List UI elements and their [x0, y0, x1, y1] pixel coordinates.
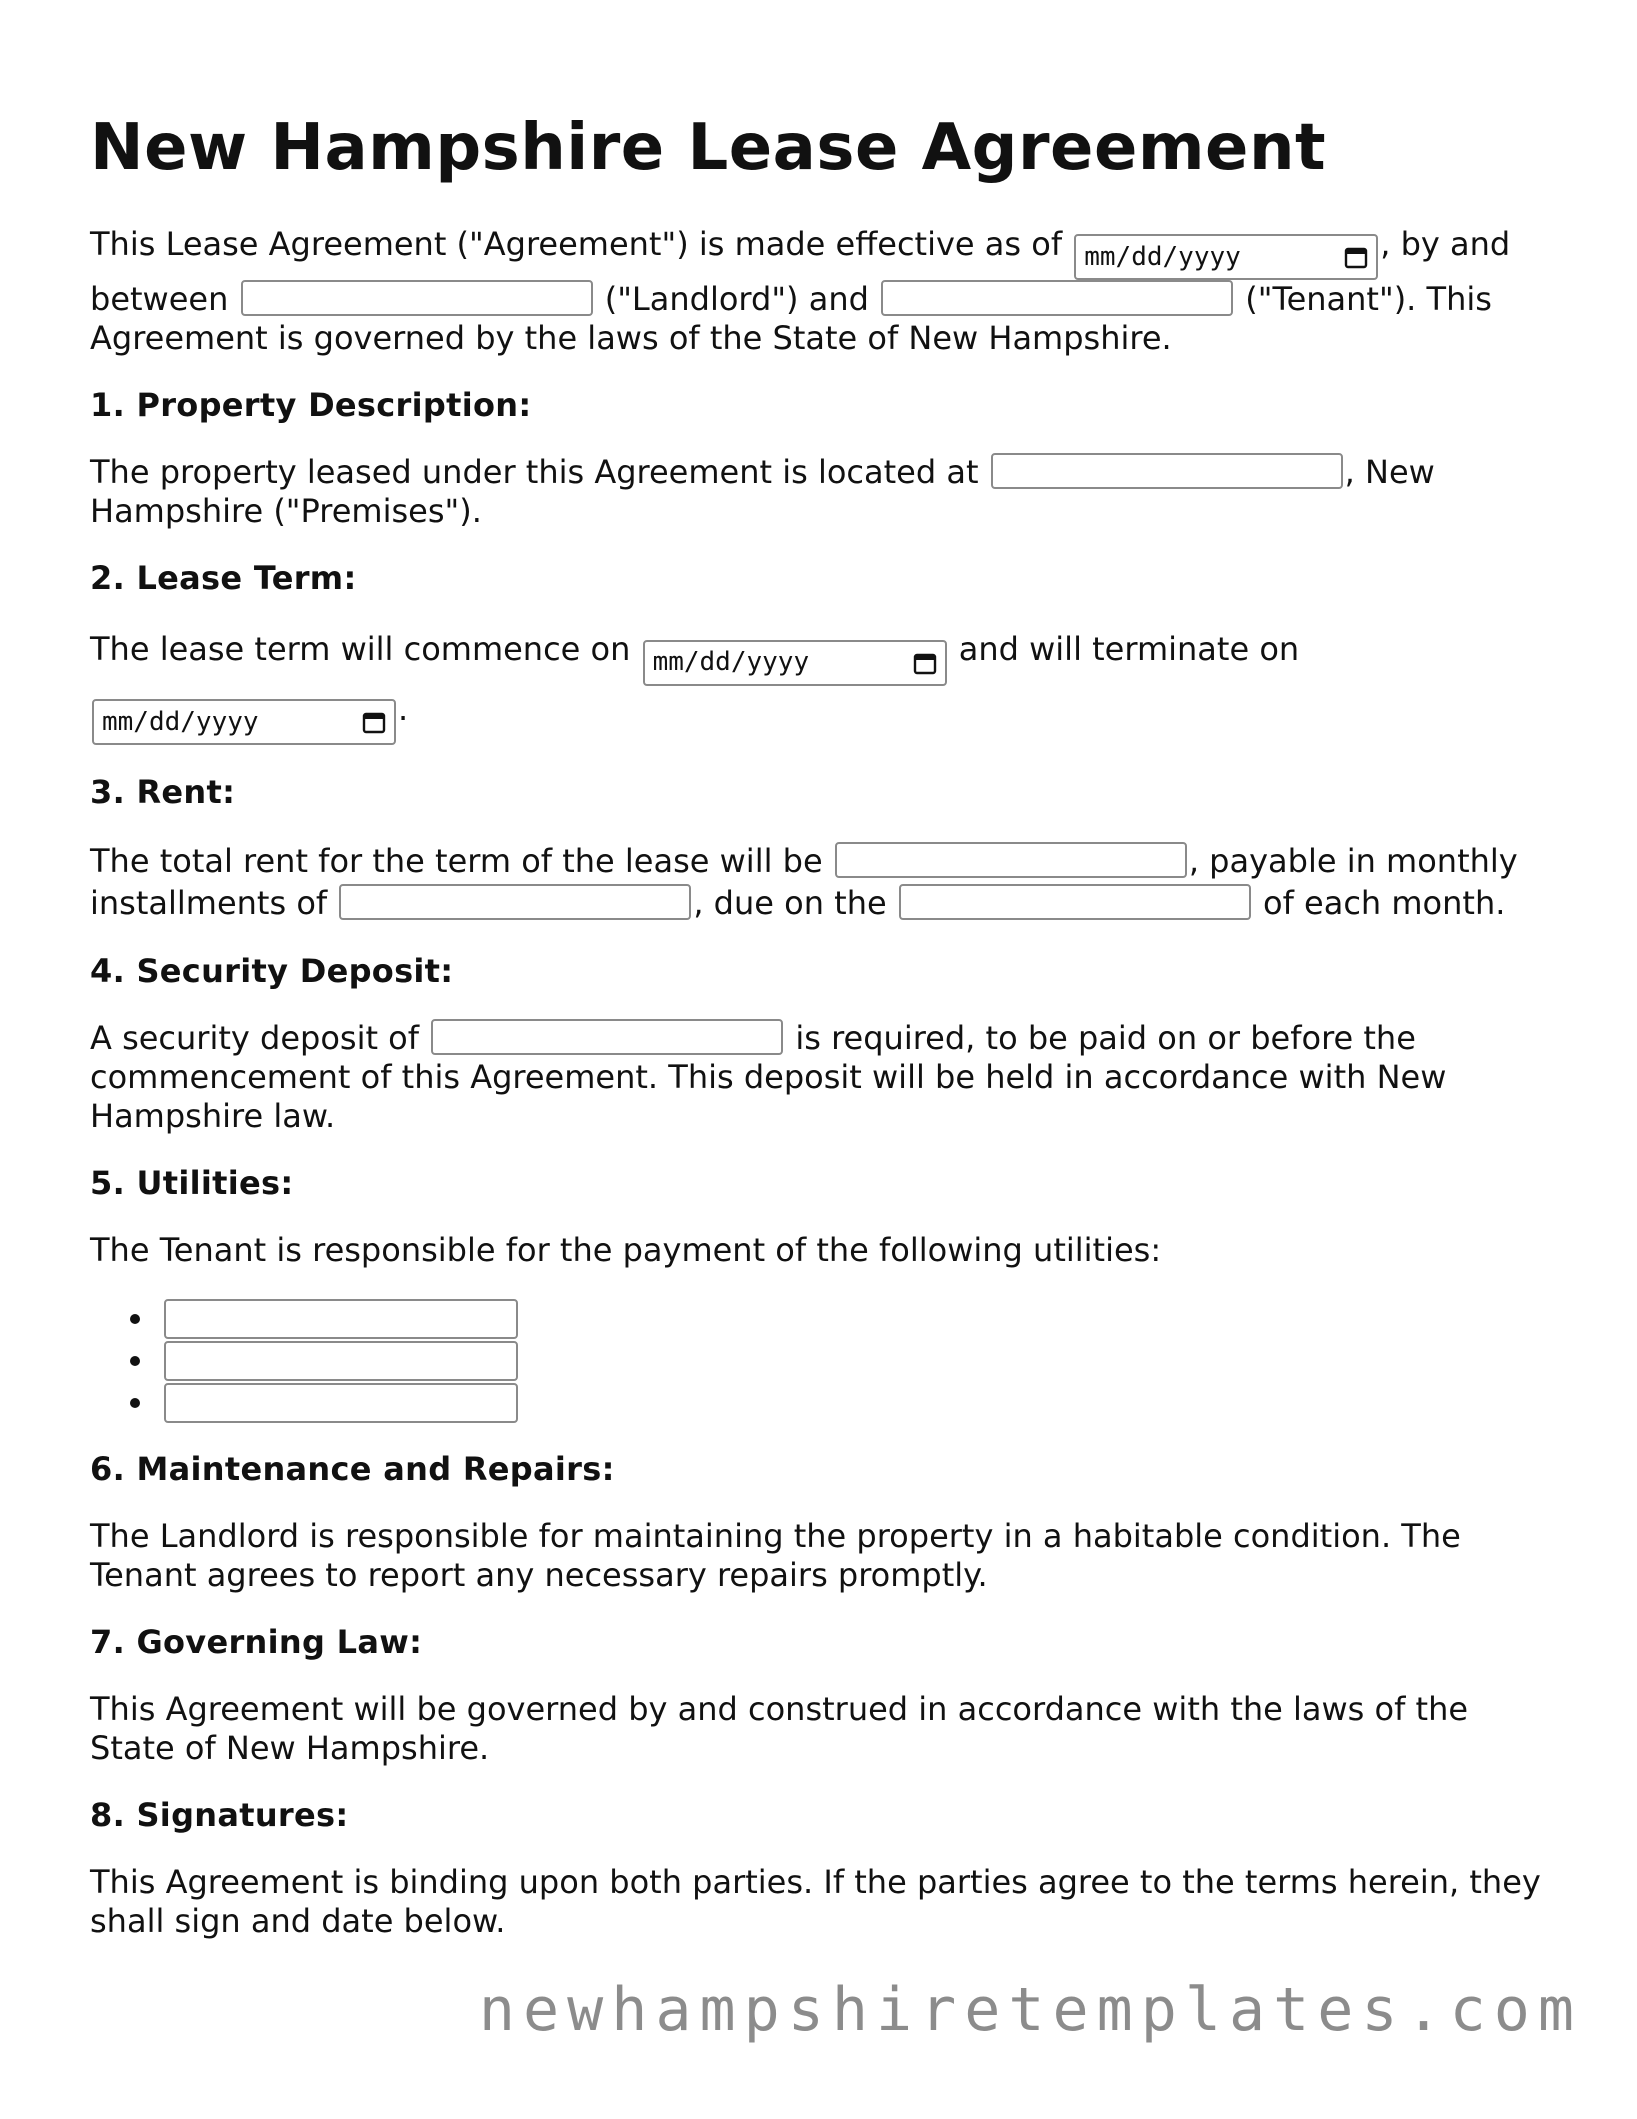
tenant-name-input[interactable] [881, 280, 1233, 316]
security-deposit-input[interactable] [431, 1019, 783, 1055]
lease-end-date-input[interactable]: mm/dd/yyyy [92, 699, 396, 745]
lease-start-date-input[interactable]: mm/dd/yyyy [643, 640, 947, 686]
utility-input-3[interactable] [164, 1383, 518, 1423]
intro-paragraph: This Lease Agreement ("Agreement") is made effective as of mm/dd/yyyy , by and between ("Landlord") and ("Tenant"). This Agreement is governed by the laws of the State of New Hampshire. [90, 224, 1511, 358]
calendar-icon [913, 651, 937, 675]
calendar-icon [362, 710, 386, 734]
total-rent-input[interactable] [835, 842, 1187, 878]
law-paragraph: This Agreement will be governed by and construed in accordance with the laws of the State of New Hampshire. [90, 1690, 1469, 1768]
deposit-paragraph: A security deposit of is required, to be paid on or before the commencement of this Agreement. This deposit will be held in accordance with New Hampshire law. [90, 1019, 1447, 1136]
effective-date-input[interactable]: mm/dd/yyyy [1074, 234, 1378, 280]
utilities-paragraph: The Tenant is responsible for the payment of the following utilities: [90, 1231, 1162, 1270]
bullet-icon [130, 1356, 140, 1366]
list-item [130, 1298, 1550, 1340]
lease-document [90, 110, 1550, 1969]
calendar-icon [1344, 245, 1368, 269]
bullet-icon [130, 1314, 140, 1324]
utilities-list [90, 1298, 1550, 1424]
utility-input-1[interactable] [164, 1299, 518, 1339]
section-heading-signatures: 8. Signatures: [90, 1796, 349, 1835]
utility-input-2[interactable] [164, 1341, 518, 1381]
watermark: newhampshiretemplates.com [478, 1975, 1582, 2045]
rent-paragraph: The total rent for the term of the lease will be , payable in monthly installments of , due on the of each month. [90, 842, 1518, 923]
bullet-icon [130, 1398, 140, 1408]
signatures-paragraph: This Agreement is binding upon both parties. If the parties agree to the terms herein, they shall sign and date below. [90, 1863, 1541, 1941]
landlord-name-input[interactable] [241, 280, 593, 316]
section-heading-utilities: 5. Utilities: [90, 1164, 294, 1203]
property-address-input[interactable] [991, 453, 1343, 489]
due-day-input[interactable] [899, 884, 1251, 920]
term-paragraph: The lease term will commence on mm/dd/yyyy and will terminate on mm/dd/yyyy . [90, 626, 1550, 745]
section-heading-property: 1. Property Description: [90, 386, 532, 425]
property-paragraph: The property leased under this Agreement is located at , New Hampshire ("Premises"). [90, 453, 1435, 531]
document-title: New Hampshire Lease Agreement [90, 111, 1327, 185]
list-item [130, 1382, 1550, 1424]
section-heading-deposit: 4. Security Deposit: [90, 952, 454, 991]
section-heading-rent: 3. Rent: [90, 773, 236, 812]
monthly-installment-input[interactable] [339, 884, 691, 920]
section-heading-term: 2. Lease Term: [90, 559, 357, 598]
section-heading-maintenance: 6. Maintenance and Repairs: [90, 1450, 615, 1489]
maintenance-paragraph: The Landlord is responsible for maintaining the property in a habitable condition. The Tenant agrees to report any necessary repairs promptly. [90, 1517, 1461, 1595]
section-heading-law: 7. Governing Law: [90, 1623, 423, 1662]
list-item [130, 1340, 1550, 1382]
